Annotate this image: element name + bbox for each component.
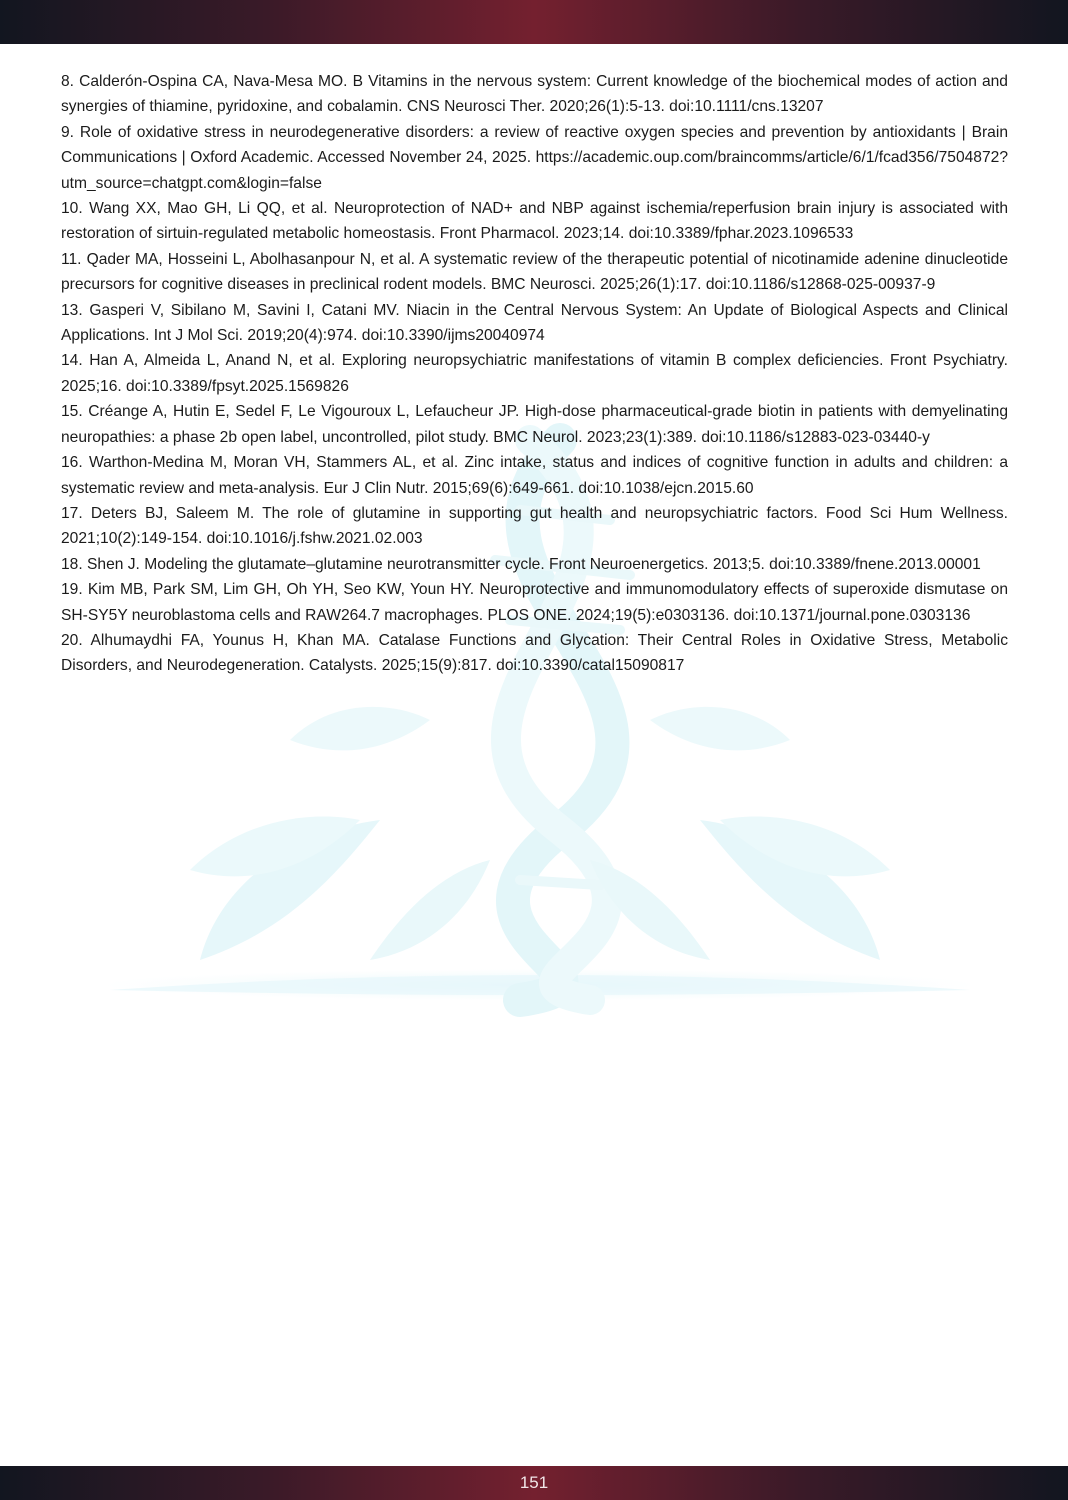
reference-item: 15. Créange A, Hutin E, Sedel F, Le Vigouroux L, Lefaucheur JP. High-dose pharmaceutical-grade biotin in patients with demyelinating neuropathies: a phase 2b open label, uncontrolled, pilot study. BMC Neurol. 2023;23(1):389. doi:10.1186/s12883-023-03440-y — [61, 403, 1008, 446]
reference-item: 11. Qader MA, Hosseini L, Abolhasanpour N, et al. A systematic review of the therapeutic potential of nicotinamide adenine dinucleotide precursors for cognitive diseases in preclinical rodent models. BMC Neurosci. 2025;26(1):17. doi:10.1186/s12868-025-00937-9 — [61, 250, 1008, 294]
references-list — [61, 69, 1008, 679]
reference-item: 14. Han A, Almeida L, Anand N, et al. Exploring neuropsychiatric manifestations of vitamin B complex deficiencies. Front Psychiatry. 2025;16. doi:10.3389/fpsyt.2025.1569826 — [61, 352, 1008, 395]
page-number: 151 — [519, 1473, 549, 1492]
reference-item: 19. Kim MB, Park SM, Lim GH, Oh YH, Seo KW, Youn HY. Neuroprotective and immunomodulatory effects of superoxide dismutase on SH-SY5Y neuroblastoma cells and RAW264.7 macrophages. PLOS ONE. 2024;19(5):e0303136. doi:10.1371/journal.pone.0303136 — [61, 581, 1008, 624]
reference-item: 17. Deters BJ, Saleem M. The role of glutamine in supporting gut health and neuropsychiatric factors. Food Sci Hum Wellness. 2021;10(2):149-154. doi:10.1016/j.fshw.2021.02.003 — [61, 504, 1008, 548]
reference-item: 9. Role of oxidative stress in neurodegenerative disorders: a review of reactive oxygen species and prevention by antioxidants | Brain Communications | Oxford Academic. Accessed November 24, 2025. https://academic.oup.com/braincomms/article/6/1/fcad356/7504872?utm_source=chatgpt.com&login=false — [61, 123, 1008, 192]
reference-item: 16. Warthon-Medina M, Moran VH, Stammers AL, et al. Zinc intake, status and indices of cognitive function in adults and children: a systematic review and meta-analysis. Eur J Clin Nutr. 2015;69(6):649-661. doi:10.1038/ejcn.2015.60 — [61, 454, 1008, 497]
footer-bar — [0, 1466, 1068, 1500]
reference-item: 8. Calderón-Ospina CA, Nava-Mesa MO. B Vitamins in the nervous system: Current knowledge of the biochemical modes of action and synergies of thiamine, pyridoxine, and cobalamin. CNS Neurosci Ther. 2020;26(1):5-13. doi:10.1111/cns.13207 — [61, 73, 1008, 116]
reference-item: 20. Alhumaydhi FA, Younus H, Khan MA. Catalase Functions and Glycation: Their Central Roles in Oxidative Stress, Metabolic Disorders, and Neurodegeneration. Catalysts. 2025;15(9):817. doi:10.3390/catal15090817 — [61, 631, 1008, 675]
header-bar — [0, 0, 1068, 44]
reference-item: 10. Wang XX, Mao GH, Li QQ, et al. Neuroprotection of NAD+ and NBP against ischemia/reperfusion brain injury is associated with restoration of sirtuin-regulated metabolic homeostasis. Front Pharmacol. 2023;14. doi:10.3389/fphar.2023.1096533 — [61, 200, 1008, 243]
reference-item: 13. Gasperi V, Sibilano M, Savini I, Catani MV. Niacin in the Central Nervous System: An Update of Biological Aspects and Clinical Applications. Int J Mol Sci. 2019;20(4):974. doi:10.3390/ijms20040974 — [61, 301, 1008, 345]
reference-item: 18. Shen J. Modeling the glutamate–glutamine neurotransmitter cycle. Front Neuroenergetics. 2013;5. doi:10.3389/fnene.2013.00001 — [61, 555, 981, 573]
